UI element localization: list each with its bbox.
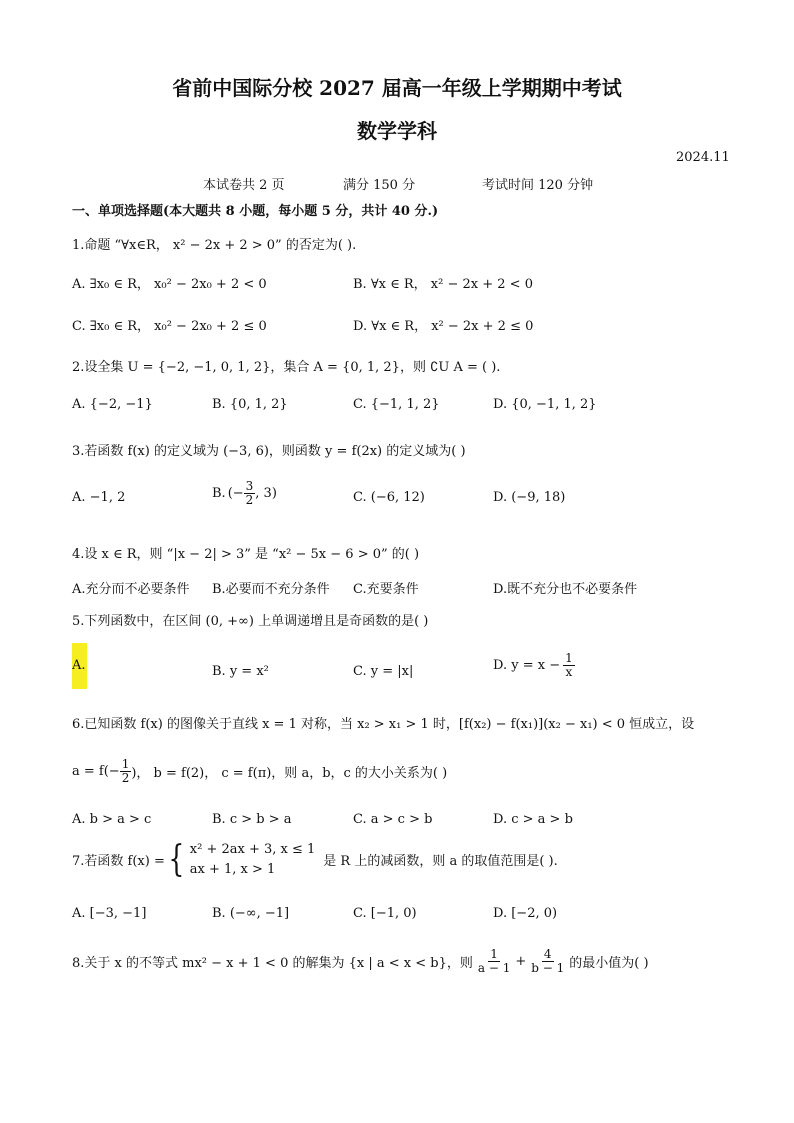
question-2-option-c: C. {−1, 1, 2} — [353, 397, 440, 412]
question-4-stem: 4.设 x ∈ R，则 “|x − 2| > 3” 是 “x² − 5x − 6 > 0” 的( ) — [72, 547, 420, 562]
question-2-stem: 2.设全集 U = {−2, −1, 0, 1, 2}，集合 A = {0, 1, 2}，则 ∁U A = ( ). — [72, 360, 501, 375]
q8-f1-denominator: a − 1 — [477, 960, 511, 975]
question-7-option-a: A. [−3, −1] — [72, 906, 147, 921]
q6-line2-suffix: )， b = f(2)， c = f(π)，则 a，b，c 的大小关系为( ) — [131, 765, 448, 781]
q5d-numerator: 1 — [565, 651, 573, 665]
q7-piece-2: ax + 1, x > 1 — [189, 861, 276, 877]
question-5-stem: 5.下列函数中，在区间 (0, +∞) 上单调递增且是奇函数的是( ) — [72, 614, 429, 629]
q3b-denominator: 2 — [245, 492, 254, 507]
exam-score: 满分 150 分 — [343, 178, 416, 193]
question-6-option-a: A. b > a > c — [72, 812, 152, 827]
question-2-option-b: B. {0, 1, 2} — [212, 397, 288, 412]
question-7-stem — [72, 840, 558, 879]
q8-suffix: 的最小值为( ) — [569, 955, 649, 971]
q5d-prefix: D. y = x − — [493, 657, 561, 673]
q3b-prefix: B. — [212, 485, 226, 501]
question-5-option-c: C. y = |x| — [353, 664, 414, 679]
question-4-option-a: A.充分而不必要条件 — [72, 582, 190, 597]
q6-line2-prefix: a = f(− — [72, 763, 120, 779]
exam-date: 2024.11 — [676, 150, 730, 165]
q8-plus: + — [515, 953, 527, 969]
question-3-option-a: A. −1, 2 — [72, 490, 126, 505]
exam-title: 省前中国际分校 2027 届高一年级上学期期中考试 — [172, 76, 622, 100]
question-7-option-b: B. (−∞, −1] — [212, 906, 290, 921]
question-2-option-a: A. {−2, −1} — [72, 397, 153, 412]
q6-fraction — [120, 758, 132, 784]
q8-fraction-2 — [529, 948, 566, 974]
brace-icon: { — [168, 838, 185, 880]
question-1-option-a: A. ∃x₀ ∈ R， x₀² − 2x₀ + 2 < 0 — [72, 277, 267, 292]
q8-f2-denominator: b − 1 — [531, 960, 565, 975]
question-5-option-b: B. y = x² — [212, 664, 269, 679]
q3b-open: (− — [227, 485, 244, 501]
question-6-option-b: B. c > b > a — [212, 812, 292, 827]
q7-piecewise — [165, 840, 315, 879]
question-6-option-c: C. a > c > b — [353, 812, 433, 827]
q7-piece-1: x² + 2ax + 3, x ≤ 1 — [189, 842, 316, 857]
exam-pages: 本试卷共 2 页 — [203, 178, 285, 193]
q3b-numerator: 3 — [245, 479, 254, 493]
q7-pieces — [190, 840, 316, 879]
question-8-stem — [72, 948, 649, 974]
question-1-option-b: B. ∀x ∈ R， x² − 2x + 2 < 0 — [353, 277, 533, 292]
question-6-option-d: D. c > a > b — [493, 812, 573, 827]
q8-fraction-1 — [476, 948, 512, 974]
q3b-close: , 3) — [255, 485, 277, 501]
question-3-option-b — [212, 480, 277, 506]
q7-suffix: 是 R 上的减函数，则 a 的取值范围是( ). — [323, 854, 558, 869]
q7-prefix: 7.若函数 f(x) = — [72, 854, 165, 869]
question-4-option-b: B.必要而不充分条件 — [212, 582, 330, 597]
question-5-option-d — [493, 652, 575, 678]
q6-denominator: 2 — [121, 770, 130, 785]
question-6-stem-line2 — [72, 758, 447, 784]
q6-numerator: 1 — [121, 757, 130, 771]
question-2-option-d: D. {0, −1, 1, 2} — [493, 397, 597, 412]
question-3-stem: 3.若函数 f(x) 的定义域为 (−3, 6)，则函数 y = f(2x) 的定义域为( ) — [72, 444, 466, 459]
q8-f1-numerator: 1 — [490, 947, 498, 961]
q8-f2-numerator: 4 — [543, 947, 552, 961]
q5d-fraction — [563, 652, 575, 678]
question-6-stem-line1: 6.已知函数 f(x) 的图像关于直线 x = 1 对称，当 x₂ > x₁ > 1 时，[f(x₂) − f(x₁)](x₂ − x₁) < 0 恒成立，设 — [72, 717, 695, 732]
q3b-fraction — [244, 480, 256, 506]
question-3-option-c: C. (−6, 12) — [353, 490, 425, 505]
question-7-option-d: D. [−2, 0) — [493, 906, 558, 921]
exam-time: 考试时间 120 分钟 — [482, 178, 594, 193]
exam-subject: 数学学科 — [357, 119, 437, 143]
question-4-option-c: C.充要条件 — [353, 582, 419, 597]
question-5-option-a: A. — [72, 643, 87, 689]
question-7-option-c: C. [−1, 0) — [353, 906, 417, 921]
question-1-option-d: D. ∀x ∈ R， x² − 2x + 2 ≤ 0 — [353, 319, 534, 334]
question-4-option-d: D.既不充分也不必要条件 — [493, 582, 638, 597]
question-1-stem: 1.命题 “∀x∈R， x² − 2x + 2 > 0” 的否定为( ). — [72, 238, 357, 253]
q5d-denominator: x — [565, 664, 573, 679]
section-heading: 一、单项选择题(本大题共 8 小题，每小题 5 分，共计 40 分.) — [72, 204, 439, 219]
question-3-option-d: D. (−9, 18) — [493, 490, 566, 505]
q8-prefix: 8.关于 x 的不等式 mx² − x + 1 < 0 的解集为 {x | a < x < b}，则 — [72, 955, 473, 971]
question-1-option-c: C. ∃x₀ ∈ R， x₀² − 2x₀ + 2 ≤ 0 — [72, 319, 267, 334]
